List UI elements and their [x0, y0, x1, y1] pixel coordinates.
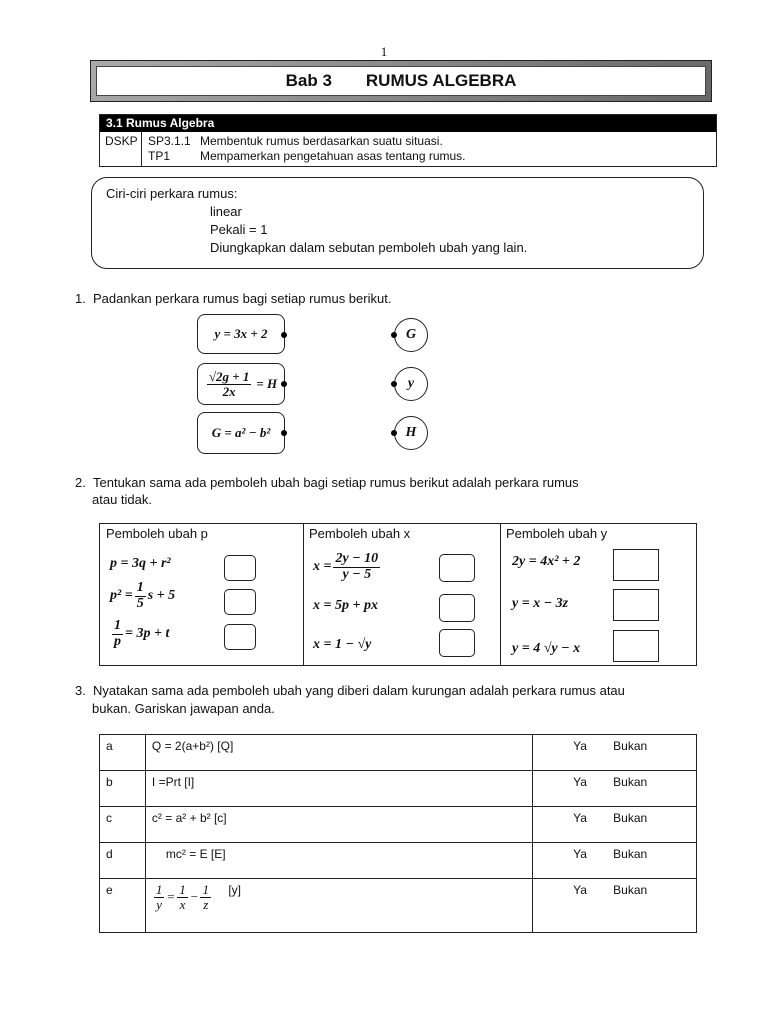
ciri-point: linear — [210, 204, 242, 219]
match-dot[interactable] — [391, 332, 397, 338]
answer-box[interactable] — [613, 549, 659, 581]
ya-option[interactable]: Ya — [573, 847, 587, 861]
question-3: 3. Nyatakan sama ada pemboleh ubah yang diberi dalam kurungan adalah perkara rumus atau bukan. Gariskan jawapan anda. — [75, 683, 625, 716]
table-row: d mc² = E [E] Ya Bukan — [100, 843, 697, 879]
bukan-option[interactable]: Bukan — [613, 811, 648, 825]
matching-diagram — [195, 312, 440, 457]
bukan-option[interactable]: Bukan — [613, 739, 648, 753]
table-row: c c² = a² + b² [c] Ya Bukan — [100, 807, 697, 843]
chapter-topic: RUMUS ALGEBRA — [365, 71, 517, 90]
formula-box: $\frac{√2g + 1}{2x}$ = H — [197, 363, 285, 405]
answer-box[interactable] — [224, 624, 256, 650]
bukan-option[interactable]: Bukan — [613, 883, 648, 897]
bukan-option[interactable]: Bukan — [613, 775, 648, 789]
variable-table — [99, 523, 697, 666]
ciri-point: Pekali = 1 — [210, 222, 268, 237]
answer-box[interactable] — [613, 630, 659, 662]
dskp-table — [99, 114, 717, 167]
ya-option[interactable]: Ya — [573, 811, 587, 825]
target-circle: H — [394, 416, 428, 450]
answer-box[interactable] — [439, 629, 475, 657]
column-x: Pemboleh ubah x x = $\frac{2y - 10}{y - 5}$ x = 5p + px x = 1 − √y — [303, 524, 501, 665]
ciri-point: Diungkapkan dalam sebutan pemboleh ubah yang lain. — [210, 240, 528, 255]
ya-option[interactable]: Ya — [573, 883, 587, 897]
column-y: Pemboleh ubah y 2y = 4x² + 2 y = x − 3z y = 4 √y − x — [500, 524, 696, 665]
dskp-line: TP1 Mempamerkan pengetahuan asas tentang rumus. — [148, 149, 466, 163]
target-circle: G — [394, 318, 428, 352]
subject-table — [99, 734, 697, 933]
column-p: Pemboleh ubah p p = 3q + r² p² = $\frac{1}{5}$ s + 5 $\frac{1}{p}$ = 3p + t — [100, 524, 304, 665]
dskp-label: DSKP — [100, 132, 142, 166]
dskp-header: 3.1 Rumus Algebra — [100, 115, 716, 132]
formula-box: G = a² − b² — [197, 412, 285, 454]
answer-box[interactable] — [439, 554, 475, 582]
table-row: b I =Prt [I] Ya Bukan — [100, 771, 697, 807]
match-dot[interactable] — [391, 430, 397, 436]
match-dot[interactable] — [391, 381, 397, 387]
dskp-line: SP3.1.1 Membentuk rumus berdasarkan suatu situasi. — [148, 134, 443, 148]
ya-option[interactable]: Ya — [573, 739, 587, 753]
chapter-number: Bab 3 — [285, 71, 332, 90]
table-row: a Q = 2(a+b²) [Q] Ya Bukan — [100, 735, 697, 771]
question-2: 2. Tentukan sama ada pemboleh ubah bagi setiap rumus berikut adalah perkara rumus atau tidak. — [75, 475, 579, 507]
bukan-option[interactable]: Bukan — [613, 847, 648, 861]
match-dot[interactable] — [281, 381, 287, 387]
match-dot[interactable] — [281, 430, 287, 436]
ya-option[interactable]: Ya — [573, 775, 587, 789]
question-1: 1. Padankan perkara rumus bagi setiap rumus berikut. — [75, 291, 392, 306]
answer-box[interactable] — [224, 555, 256, 581]
formula-box: y = 3x + 2 — [197, 314, 285, 354]
answer-box[interactable] — [439, 594, 475, 622]
table-row: e $\frac{1}{y}$ = $\frac{1}{x}$ − $\frac{1}{z}$ [y] Ya Bukan — [100, 879, 697, 933]
ciri-box — [91, 177, 704, 269]
answer-box[interactable] — [613, 589, 659, 621]
answer-box[interactable] — [224, 589, 256, 615]
page-number: 1 — [380, 44, 388, 59]
ciri-title: Ciri-ciri perkara rumus: — [106, 186, 238, 201]
chapter-title-box — [90, 60, 712, 102]
target-circle: y — [394, 367, 428, 401]
match-dot[interactable] — [281, 332, 287, 338]
